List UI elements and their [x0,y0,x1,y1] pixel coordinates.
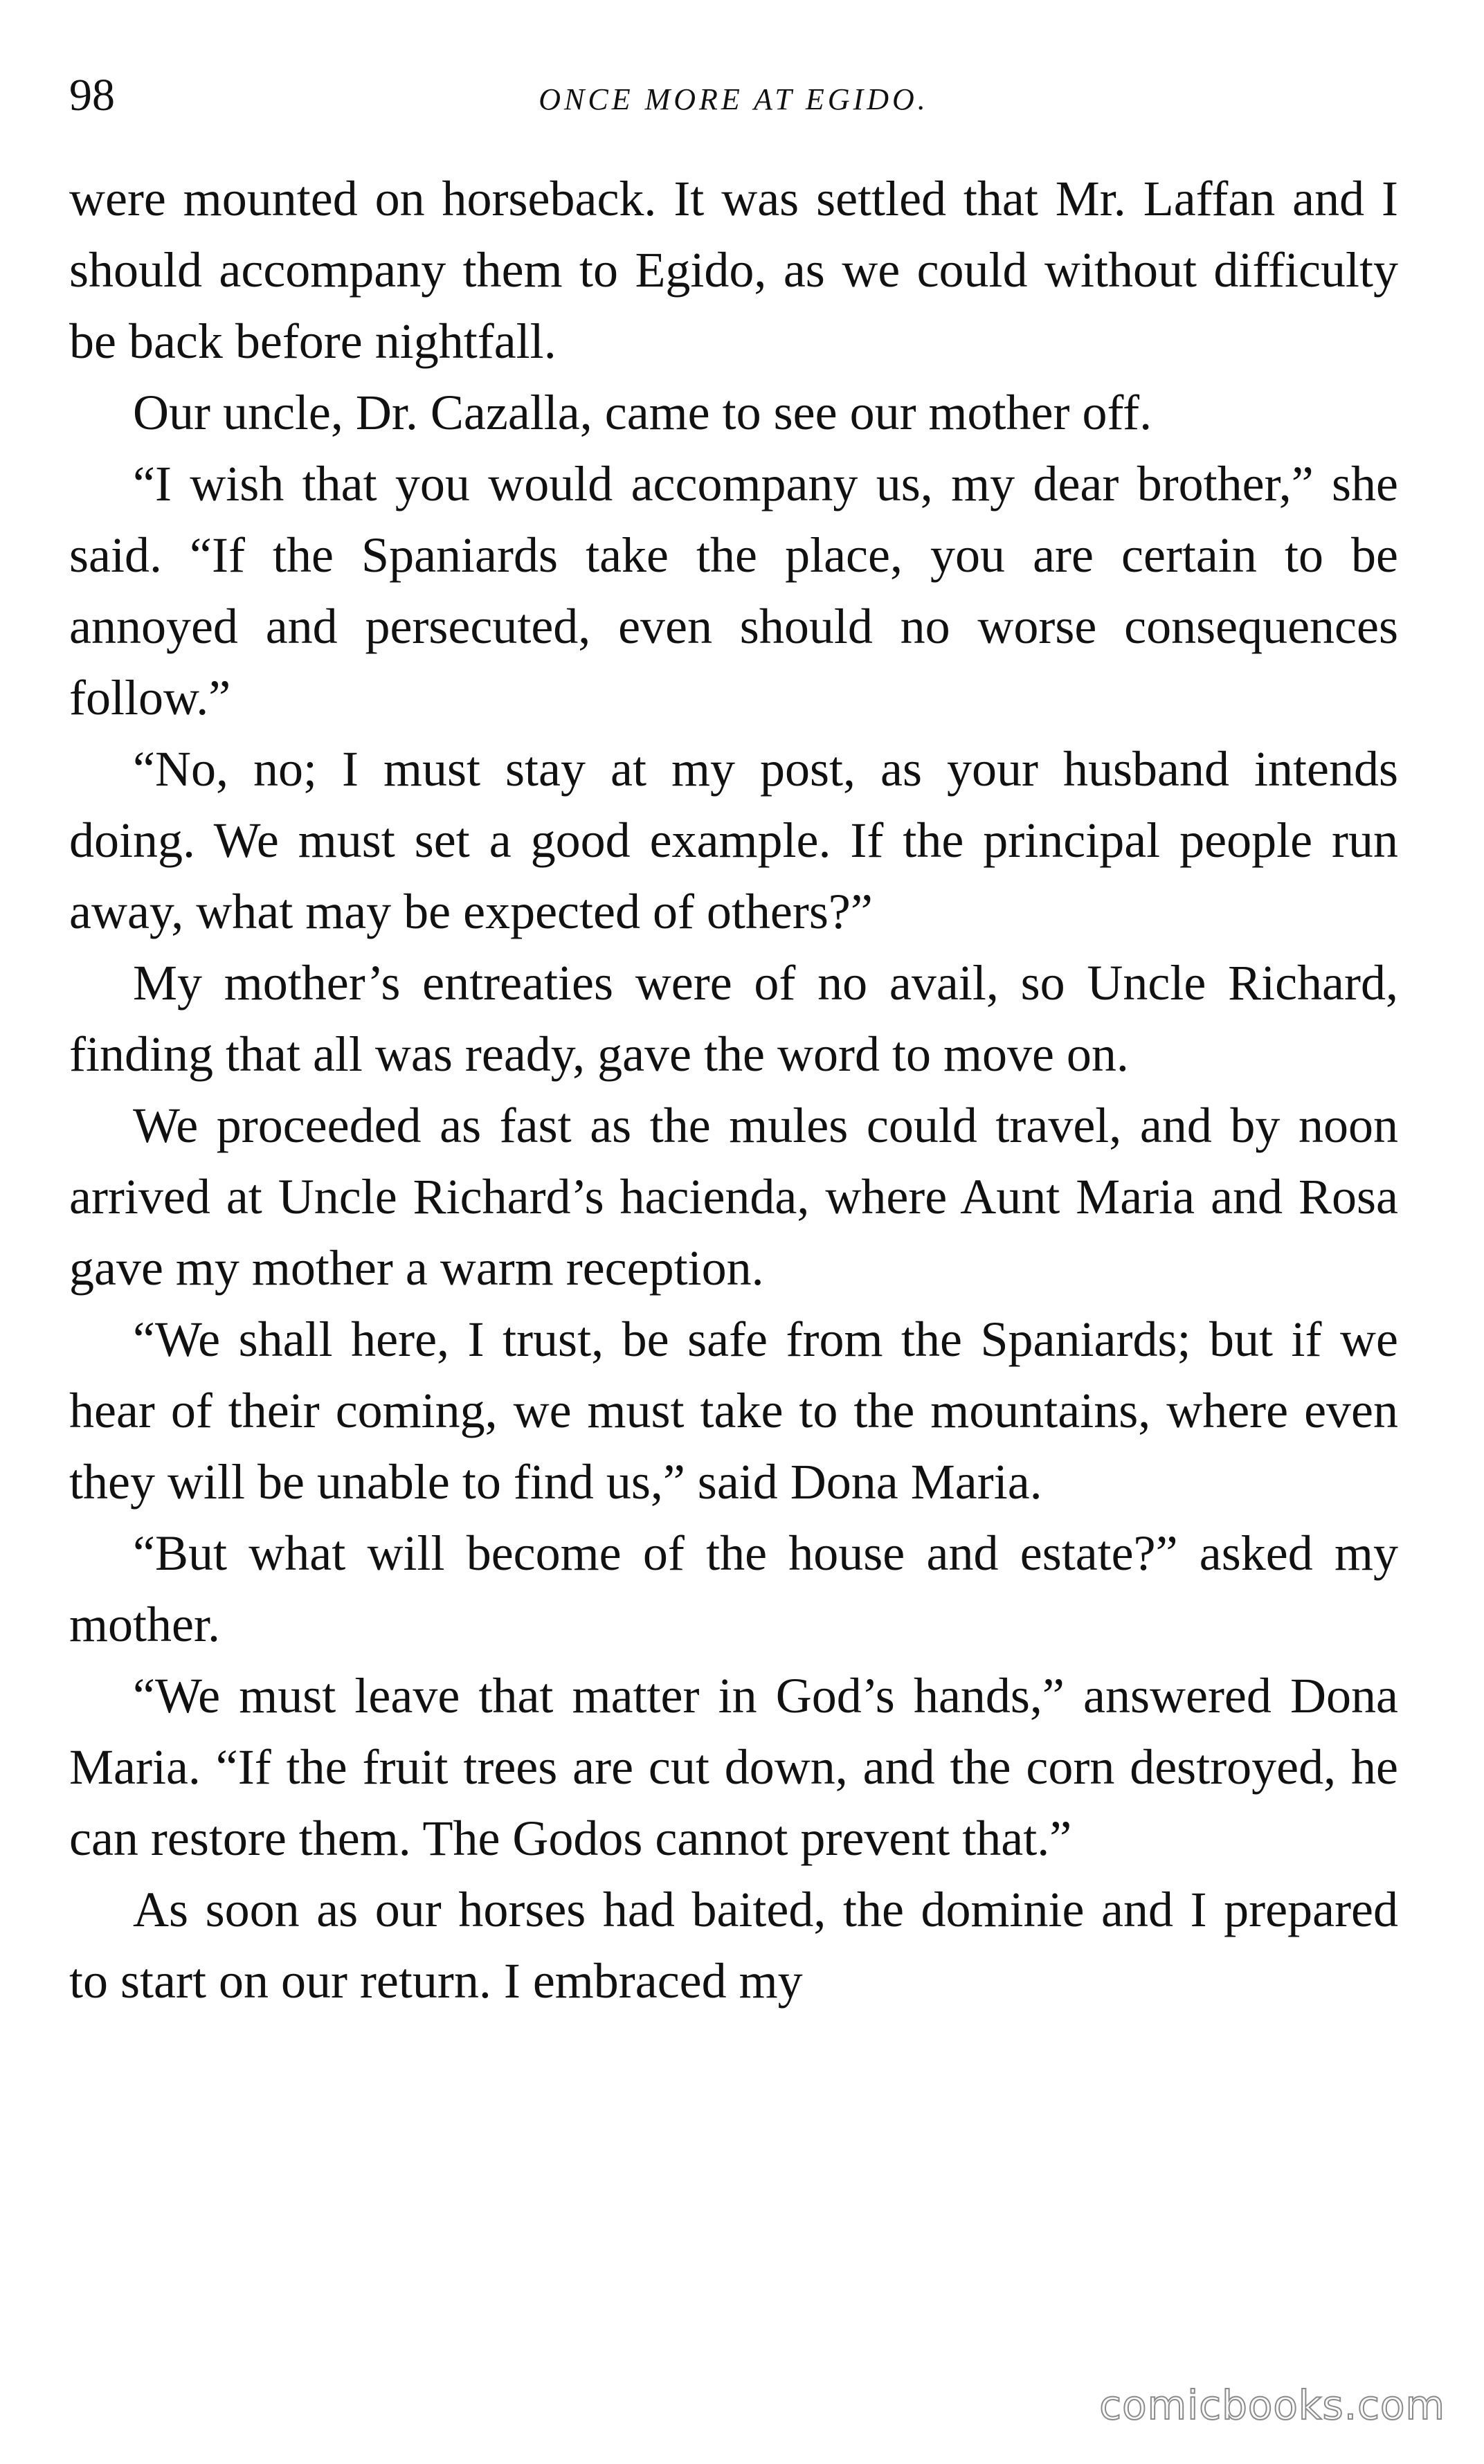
page-header [69,61,1398,130]
paragraph: were mounted on horseback. It was settled that Mr. Laffan and I should accompany them to Egido, as we could without difficulty be back before nightfall. [69,171,1398,369]
watermark: comicbooks.com [1099,2382,1445,2429]
paragraph: “But what will become of the house and estate?” asked my mother. [69,1525,1398,1652]
paragraph: “I wish that you would accompany us, my dear brother,” she said. “If the Spaniards take the place, you are certain to be annoyed and persecuted, even should no worse consequences follow.” [69,456,1398,725]
paragraph: “We shall here, I trust, be safe from the Spaniards; but if we hear of their coming, we must take to the mountains, where even they will be unable to find us,” said Dona Maria. [69,1312,1398,1510]
paragraph: We proceeded as fast as the mules could travel, and by noon arrived at Uncle Richard’s hacienda, where Aunt Maria and Rosa gave my mother a warm reception. [69,1098,1398,1296]
running-head: ONCE MORE AT EGIDO. [539,82,929,116]
paragraph: As soon as our horses had baited, the dominie and I prepared to start on our return. I embraced my [69,1882,1398,2009]
body-text [69,163,1398,2017]
paragraph: My mother’s entreaties were of no avail, so Uncle Richard, finding that all was ready, gave the word to move on. [69,955,1398,1082]
paragraph: “We must leave that matter in God’s hands,” answered Dona Maria. “If the fruit trees are cut down, and the corn destroyed, he can restore them. The Godos cannot prevent that.” [69,1668,1398,1866]
page-number: 98 [69,70,115,120]
paragraph: Our uncle, Dr. Cazalla, came to see our mother off. [133,385,1152,440]
paragraph: “No, no; I must stay at my post, as your husband intends doing. We must set a good example. If the principal people run away, what may be expected of others?” [69,741,1398,939]
